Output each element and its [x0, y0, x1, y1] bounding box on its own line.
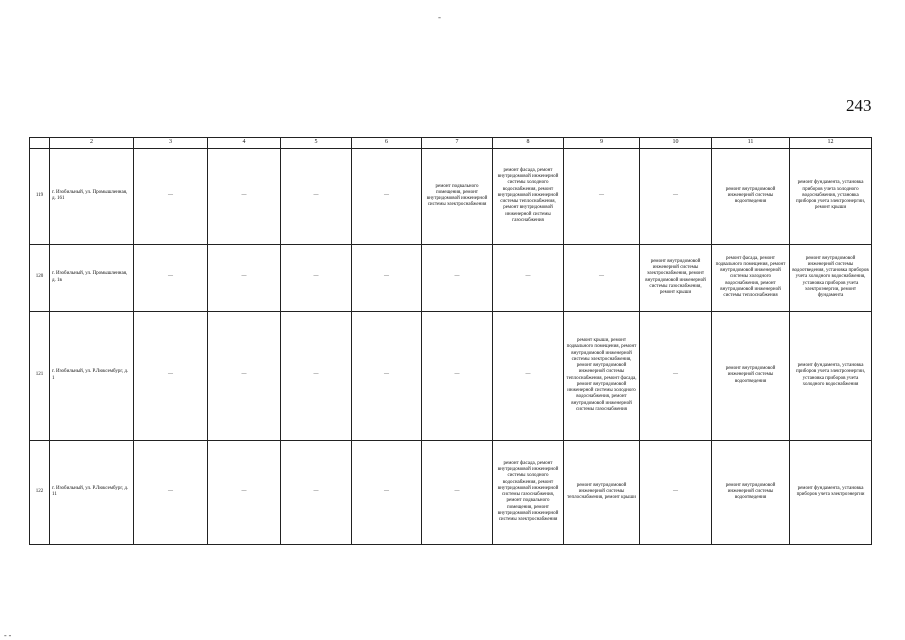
row-cell: ремонт внутридомовой инженерной системы водоотведения, установка приборов учета холодного водоснабжения, установка приборов учета электроэнергии, ремонт фундамента: [790, 244, 872, 311]
row-cell: —: [281, 244, 352, 311]
row-cell: —: [208, 311, 281, 440]
row-cell: ремонт фундамента, установка приборов учета холодного водоснабжения, установка приборов учета электроэнергии, ремонт крыши: [790, 148, 872, 244]
row-cell: —: [134, 311, 208, 440]
row-cell: —: [493, 244, 564, 311]
row-cell: ремонт внутридомовой инженерной системы теплоснабжения, ремонт крыши: [564, 440, 640, 544]
col-header: 7: [422, 138, 493, 149]
row-cell: —: [640, 440, 712, 544]
col-header: 4: [208, 138, 281, 149]
top-mark: -: [438, 12, 441, 22]
row-cell: ремонт подвального помещения, ремонт внутридомовой инженерной системы электроснабжения: [422, 148, 493, 244]
table-row: [30, 440, 872, 544]
row-cell: —: [640, 311, 712, 440]
row-cell: ремонт внутридомовой инженерной системы водоотведения: [712, 440, 790, 544]
col-header: 2: [50, 138, 134, 149]
row-cell: ремонт внутридомовой инженерной системы электроснабжения, ремонт внутридомовой инженерной системы газоснабжения, ремонт крыши: [640, 244, 712, 311]
row-cell: —: [281, 148, 352, 244]
row-cell: ремонт фасада, ремонт внутридомовой инженерной системы холодного водоснабжения, ремонт внутридомовой инженерной системы газоснабжения, ремонт подвального помещения, ремонт внутридомовой инженерной системы электроснабжения: [493, 440, 564, 544]
row-number: 120: [30, 244, 50, 311]
row-number: 122: [30, 440, 50, 544]
header-row: [30, 138, 872, 149]
row-cell: —: [352, 440, 422, 544]
row-cell: ремонт фасада, ремонт внутридомовой инженерной системы холодного водоснабжения, ремонт внутридомовой инженерной системы теплоснабжения, ремонт внутридомовой инженерной системы газоснабжения: [493, 148, 564, 244]
row-address: г. Изобильный, ул. Промышленная, д. 161: [50, 148, 134, 244]
works-table: [29, 137, 872, 545]
row-cell: —: [208, 440, 281, 544]
table-row: [30, 148, 872, 244]
row-address: г. Изобильный, ул. Р.Люксембург, д. 11: [50, 440, 134, 544]
row-cell: —: [422, 244, 493, 311]
page-number: 243: [846, 96, 872, 115]
col-header: 8: [493, 138, 564, 149]
row-address: г. Изобильный, ул. Промышленная, д. 1в: [50, 244, 134, 311]
row-cell: —: [352, 148, 422, 244]
table-row: [30, 311, 872, 440]
row-cell: ремонт внутридомовой инженерной системы водоотведения: [712, 311, 790, 440]
col-header: 11: [712, 138, 790, 149]
col-header: 9: [564, 138, 640, 149]
row-cell: —: [352, 311, 422, 440]
row-cell: —: [564, 244, 640, 311]
row-cell: —: [134, 440, 208, 544]
col-header: 10: [640, 138, 712, 149]
row-cell: ремонт фасада, ремонт подвального помещения, ремонт внутридомовой инженерной системы холодного водоснабжения, ремонт внутридомовой инженерной системы теплоснабжения: [712, 244, 790, 311]
row-cell: ремонт внутридомовой инженерной системы водоотведения: [712, 148, 790, 244]
row-cell: —: [281, 311, 352, 440]
row-cell: —: [493, 311, 564, 440]
col-header: 6: [352, 138, 422, 149]
col-header: [30, 138, 50, 149]
row-cell: —: [134, 148, 208, 244]
row-cell: —: [208, 244, 281, 311]
row-cell: —: [134, 244, 208, 311]
row-cell: ремонт фундамента, установка приборов учета электроэнергии, установка приборов учета холодного водоснабжения: [790, 311, 872, 440]
col-header: 12: [790, 138, 872, 149]
row-number: 119: [30, 148, 50, 244]
row-cell: —: [422, 311, 493, 440]
row-cell: —: [352, 244, 422, 311]
row-cell: —: [422, 440, 493, 544]
row-cell: ремонт фундамента, установка приборов учета электроэнергии: [790, 440, 872, 544]
col-header: 3: [134, 138, 208, 149]
row-number: 121: [30, 311, 50, 440]
bottom-mark: - -: [4, 631, 12, 640]
row-cell: —: [281, 440, 352, 544]
row-cell: ремонт крыши, ремонт подвального помещения, ремонт внутридомовой инженерной системы электроснабжения, ремонт внутридомовой инженерной системы теплоснабжения, ремонт фасада, ремонт внутридомовой инженерной системы холодного водоснабжения, ремонт внутридомовой инженерной системы газоснабжения: [564, 311, 640, 440]
col-header: 5: [281, 138, 352, 149]
row-cell: —: [640, 148, 712, 244]
row-address: г. Изобильный, ул. Р.Люксембург, д. 1: [50, 311, 134, 440]
table-row: [30, 244, 872, 311]
row-cell: —: [564, 148, 640, 244]
row-cell: —: [208, 148, 281, 244]
